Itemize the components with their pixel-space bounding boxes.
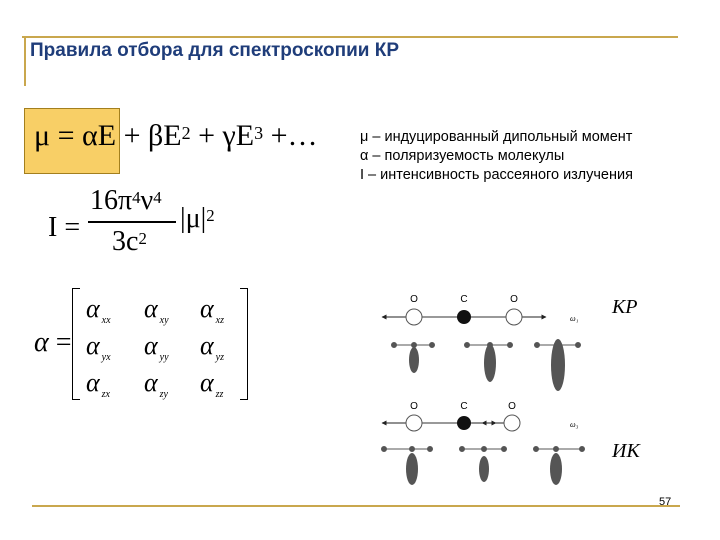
tensor-cell-subscript: yx	[101, 352, 111, 363]
formula-mu-plus2: +	[198, 119, 215, 152]
raman-polarizability-row	[392, 339, 581, 391]
footer-rule	[32, 505, 680, 507]
ir-label: ИК	[612, 440, 640, 462]
formula-dipole-moment	[34, 116, 318, 159]
polarizability-ellipsoid	[551, 339, 565, 391]
tensor-cell-symbol: α	[200, 368, 214, 397]
header-rule-left	[24, 36, 26, 86]
tensor-cell-yz	[200, 331, 224, 363]
tensor-cell-symbol: α	[144, 368, 158, 397]
tensor-cell-subscript: zz	[215, 389, 224, 400]
tensor-lhs	[34, 327, 72, 359]
legend-item-intensity: I – интенсивность рассеяного излучения	[360, 167, 633, 183]
tensor-cell-symbol: α	[86, 331, 100, 360]
ir-oxygen-atom	[406, 415, 422, 431]
mode-label-omega1: ω₁	[570, 314, 579, 323]
slide-title: Правила отбора для спектроскопии КР	[30, 40, 400, 61]
raman-atom-label-c: C	[460, 294, 468, 305]
formula-mu-plus1: +	[123, 119, 141, 152]
tensor-cell-xz	[200, 294, 224, 326]
formula-mu-t2: βE	[147, 119, 182, 152]
tensor-cell-subscript: yy	[159, 352, 169, 363]
tensor-cell-zy	[144, 368, 168, 400]
tensor-cell-subscript: zy	[159, 389, 168, 400]
raman-atom-label-o1: O	[410, 294, 418, 305]
ir-atom-label-o1: O	[410, 401, 418, 412]
page-number: 57	[659, 496, 672, 508]
tensor-cell-subscript: yz	[215, 352, 224, 363]
tensor-cell-symbol: α	[200, 294, 214, 323]
formula-mu-exp3: 3	[254, 122, 264, 143]
raman-label: КР	[612, 296, 638, 318]
polarizability-ellipsoid	[406, 453, 418, 485]
tensor-lhs-eq: =	[55, 327, 72, 358]
raman-atom-label-o2: O	[510, 294, 518, 305]
ir-carbon-atom	[457, 416, 471, 430]
raman-stretch-mode	[382, 294, 579, 325]
formula-I-mu-abs: |μ|	[180, 203, 207, 234]
matrix-bracket-left	[72, 288, 80, 400]
ir-oxygen-atom	[504, 415, 520, 431]
formula-I-den-exp: 2	[138, 229, 147, 249]
legend-item-alpha: α – поляризуемость молекулы	[360, 148, 565, 164]
tensor-cell-subscript: zx	[101, 389, 110, 400]
mode-label-omega3: ω₃	[570, 420, 579, 429]
formula-intensity-mu	[180, 203, 215, 235]
tensor-cell-subscript: xz	[215, 315, 224, 326]
formula-intensity-lhs: I =	[48, 212, 81, 243]
tensor-cell-yy	[144, 331, 169, 363]
tensor-cell-symbol: α	[200, 331, 214, 360]
formula-I-mu-exp: 2	[206, 206, 215, 226]
ir-stretch-mode	[382, 401, 579, 431]
polarizability-ellipsoid	[484, 344, 496, 382]
formula-mu-exp2: 2	[181, 122, 191, 143]
tensor-cell-yx	[86, 331, 111, 363]
formula-mu-t3: γE	[222, 119, 255, 152]
raman-oxygen-atom	[406, 309, 422, 325]
formula-mu-tail: +…	[270, 119, 318, 152]
formula-I-num-a: 16π	[90, 185, 133, 216]
formula-I-num-exp1: 4	[132, 188, 141, 208]
tensor-cell-symbol: α	[86, 368, 100, 397]
fraction-bar	[88, 221, 176, 223]
polarizability-ellipsoid	[409, 347, 419, 373]
tensor-cell-symbol: α	[86, 294, 100, 323]
ir-polarizability-row	[382, 447, 585, 486]
ir-atom-label-o2: O	[508, 401, 516, 412]
formula-I-den-a: 3c	[112, 226, 139, 257]
tensor-cell-subscript: xy	[159, 315, 169, 326]
tensor-cell-zx	[86, 368, 110, 400]
tensor-cell-symbol: α	[144, 331, 158, 360]
formula-mu-eq: =	[57, 119, 75, 152]
symbol-legend	[360, 128, 633, 185]
formula-intensity-denominator	[112, 226, 147, 258]
tensor-cell-xy	[144, 294, 169, 326]
tensor-cell-symbol: α	[144, 294, 158, 323]
formula-mu-t1: αE	[82, 119, 117, 152]
tensor-cell-zz	[200, 368, 223, 400]
tensor-cell-xx	[86, 294, 111, 326]
header-rule-top	[22, 36, 678, 38]
polarizability-ellipsoid	[550, 453, 562, 485]
legend-item-mu: μ – индуцированный дипольный момент	[360, 129, 633, 145]
raman-oxygen-atom	[506, 309, 522, 325]
formula-mu-lhs: μ	[34, 119, 51, 152]
matrix-bracket-right	[240, 288, 248, 400]
polarizability-ellipsoid	[479, 456, 489, 482]
formula-intensity-numerator	[90, 185, 162, 217]
raman-carbon-atom	[457, 310, 471, 324]
formula-I-num-exp2: 4	[153, 188, 162, 208]
formula-I-num-b: ν	[140, 185, 154, 216]
tensor-lhs-symbol: α	[34, 327, 49, 358]
ir-atom-label-c: C	[460, 401, 468, 412]
tensor-cell-subscript: xx	[101, 315, 111, 326]
